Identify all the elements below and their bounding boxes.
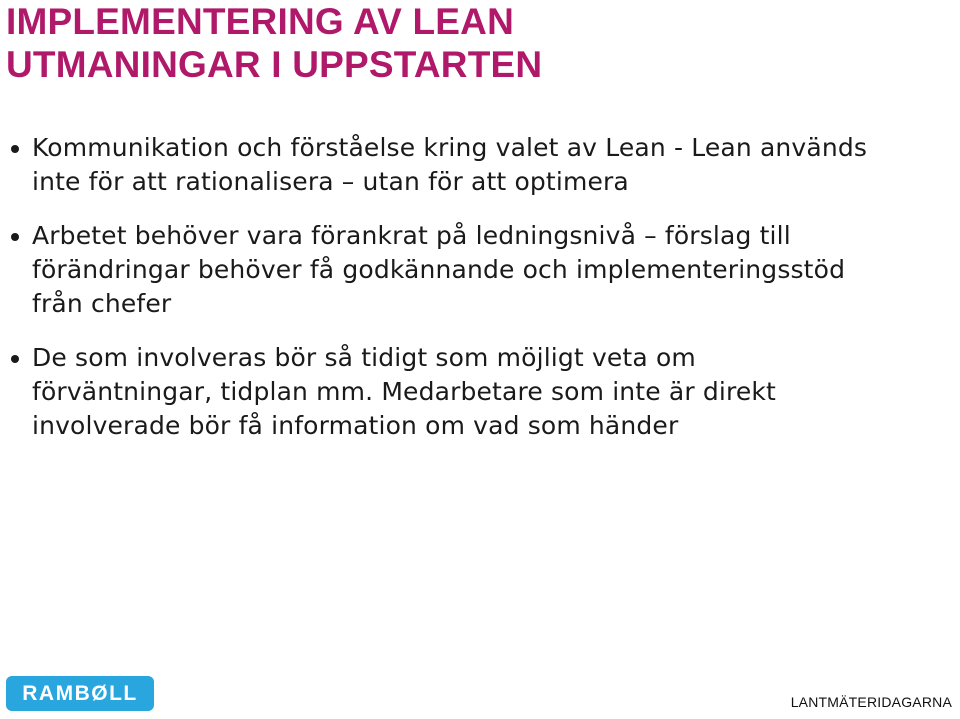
title-line-2: UTMANINGAR I UPPSTARTEN [6, 44, 543, 85]
slide-title [6, 0, 542, 86]
bullet-text-line: Kommunikation och förståelse kring valet av Lean - Lean används [32, 133, 868, 162]
bullet-text-line: förändringar behöver få godkännande och implementeringsstöd [32, 255, 846, 284]
bullet-dot-icon [11, 355, 19, 363]
title-line-1: IMPLEMENTERING AV LEAN [6, 1, 515, 42]
bullet-text-line: De som involveras bör så tidigt som möjligt veta om [32, 343, 696, 372]
bullet-text-line: från chefer [32, 289, 172, 318]
footer-event-name: LANTMÄTERIDAGARNA [790, 694, 952, 710]
bullet-dot-icon [11, 233, 19, 241]
bullet-text-line: inte för att rationalisera – utan för att optimera [32, 167, 629, 196]
bullet-text-line: Arbetet behöver vara förankrat på ledningsnivå – förslag till [32, 221, 791, 250]
bullet-list [0, 131, 960, 443]
bullet-item [0, 219, 960, 321]
logo-text: RAMBØLL [22, 682, 138, 705]
bullet-item [0, 131, 960, 199]
bullet-text-line: förväntningar, tidplan mm. Medarbetare som inte är direkt [32, 377, 776, 406]
bullet-dot-icon [11, 145, 19, 153]
bullet-item [0, 341, 960, 443]
bullet-text-line: involverade bör få information om vad som händer [32, 411, 679, 440]
ramboll-logo [6, 676, 154, 711]
